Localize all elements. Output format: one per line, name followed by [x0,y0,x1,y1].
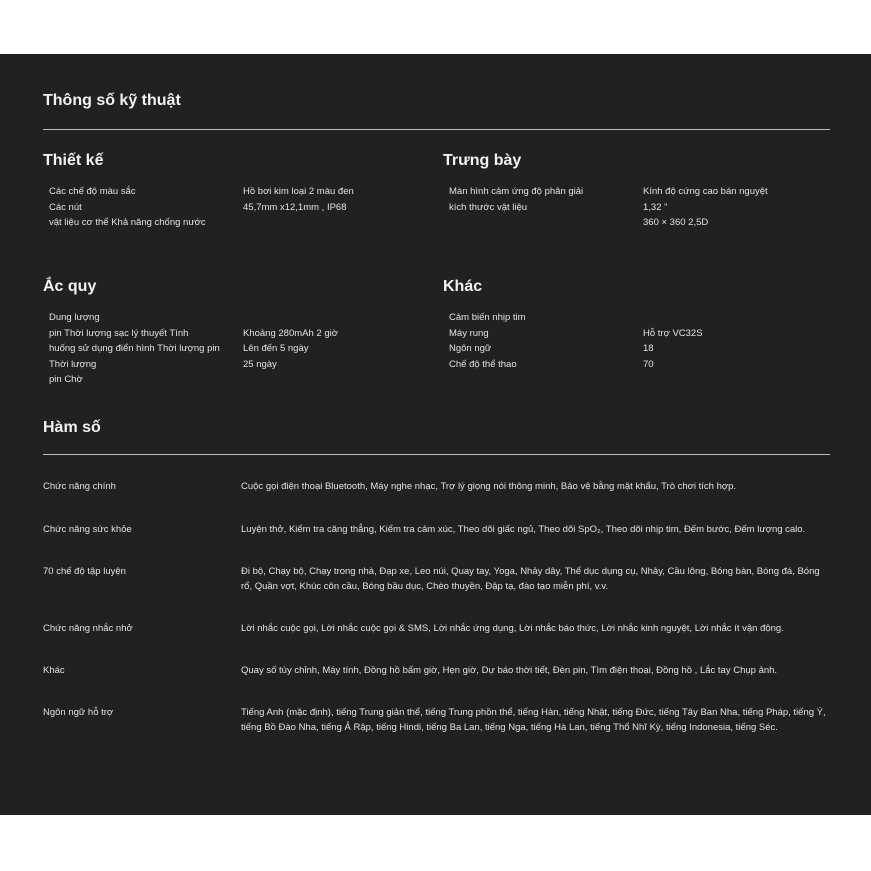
function-value: Đi bộ, Chạy bộ, Chạy trong nhà, Đạp xe, Leo núi, Quay tay, Yoga, Nhảy dây, Thể dục dụng cụ, Nhảy, Cầu lông, Bóng bàn, Bóng đá, Bóng rổ, Quần vợt, Khúc côn cầu, Bóng bầu dục, Chèo thuyền, Đập tạ, đào tạo miễn phí, v.v. [241,566,820,592]
spec-panel [0,54,871,815]
battery-label: Thời lượng [49,358,97,370]
battery-value: Khoảng 280mAh 2 giờ [243,327,338,339]
design-label: Các chế độ màu sắc [49,186,136,197]
display-labels [449,184,583,215]
other-value: Hỗ trợ VC32S [643,327,703,339]
other-label: Ngôn ngữ [449,343,492,354]
display-label: kích thước vật liệu [449,201,528,213]
battery-label: pin Chờ [49,374,83,385]
display-values [643,184,768,231]
other-value: 70 [643,358,654,370]
battery-label: Dung lượng [49,312,100,323]
function-label: Ngôn ngữ hỗ trợ [43,707,114,718]
function-label: Chức năng nhắc nhở [43,623,133,634]
other-heading: Khác [443,278,483,295]
function-label: Chức năng chính [43,481,116,492]
function-value: Luyện thở, Kiểm tra căng thẳng, Kiểm tra cảm xúc, Theo dõi giấc ngủ, Theo dõi SpO₂, Theo dõi nhịp tim, Đếm bước, Đếm lượng calo. [241,524,806,535]
function-value: Lời nhắc cuộc gọi, Lời nhắc cuộc gọi & SMS, Lời nhắc ứng dụng, Lời nhắc báo thức, Lời nhắc kinh nguyệt, Lời nhắc ít vận động. [241,623,784,634]
function-value: Quay số tùy chỉnh, Máy tính, Đồng hồ bấm giờ, Hẹn giờ, Dự báo thời tiết, Đèn pin, Tìm điện thoại, Đồng hồ , Lắc tay Chụp ảnh. [241,665,778,676]
function-value: Cuộc gọi điện thoại Bluetooth, Máy nghe nhạc, Trợ lý giọng nói thông minh, Bảo vệ bằng mật khẩu, Trò chơi tích hợp. [241,481,737,492]
other-labels [449,310,526,372]
functions-divider [43,454,830,455]
design-heading: Thiết kế [43,152,104,169]
battery-label: pin Thời lượng sạc lý thuyết Tình [49,327,189,339]
function-label: Khác [43,665,65,676]
other-label: Chế độ thể thao [449,358,517,370]
other-label: Cảm biến nhịp tim [449,312,526,323]
display-value: 1,32 " [643,201,668,213]
battery-value: Lên đến 5 ngày [243,343,309,354]
function-value: Tiếng Anh (mặc định), tiếng Trung giản thể, tiếng Trung phồn thể, tiếng Hàn, tiếng Nhật, tiếng Đức, tiếng Tây Ban Nha, tiếng Pháp, tiếng Ý, tiếng Bồ Đào Nha, tiếng Ả Rập, tiếng Hindi, tiếng Ba Lan, tiếng Nga, tiếng Hà Lan, tiếng Thổ Nhĩ Kỳ, tiếng Indonesia, tiếng Séc. [241,707,826,733]
design-labels [49,184,206,231]
battery-value: 25 ngày [243,358,277,370]
design-value: Hồ bơi kim loại 2 màu đen [243,186,354,197]
other-label: Máy rung [449,327,489,339]
display-label: Màn hình cảm ứng độ phân giải [449,186,584,197]
other-values [643,326,703,373]
battery-labels [49,310,220,388]
other-value: 18 [643,343,654,354]
functions-heading: Hàm số [43,419,101,436]
design-label: Các nút [49,201,82,213]
design-value: 45,7mm x12,1mm , IP68 [243,201,347,213]
battery-label: huống sử dụng điển hình Thời lượng pin [49,343,220,354]
battery-heading: Ắc quy [43,278,97,295]
display-value: 360 × 360 2,5D [643,217,709,228]
title-divider [43,129,830,130]
function-label: Chức năng sức khỏe [43,524,132,535]
design-values [243,184,354,215]
display-value: Kính độ cứng cao bán nguyệt [643,186,768,197]
page-title: Thông số kỹ thuật [43,92,181,109]
function-label: 70 chế độ tập luyện [43,566,126,577]
design-label: vật liệu cơ thể Khả năng chống nước [49,217,206,228]
display-heading: Trưng bày [443,152,522,169]
battery-values [243,326,338,373]
